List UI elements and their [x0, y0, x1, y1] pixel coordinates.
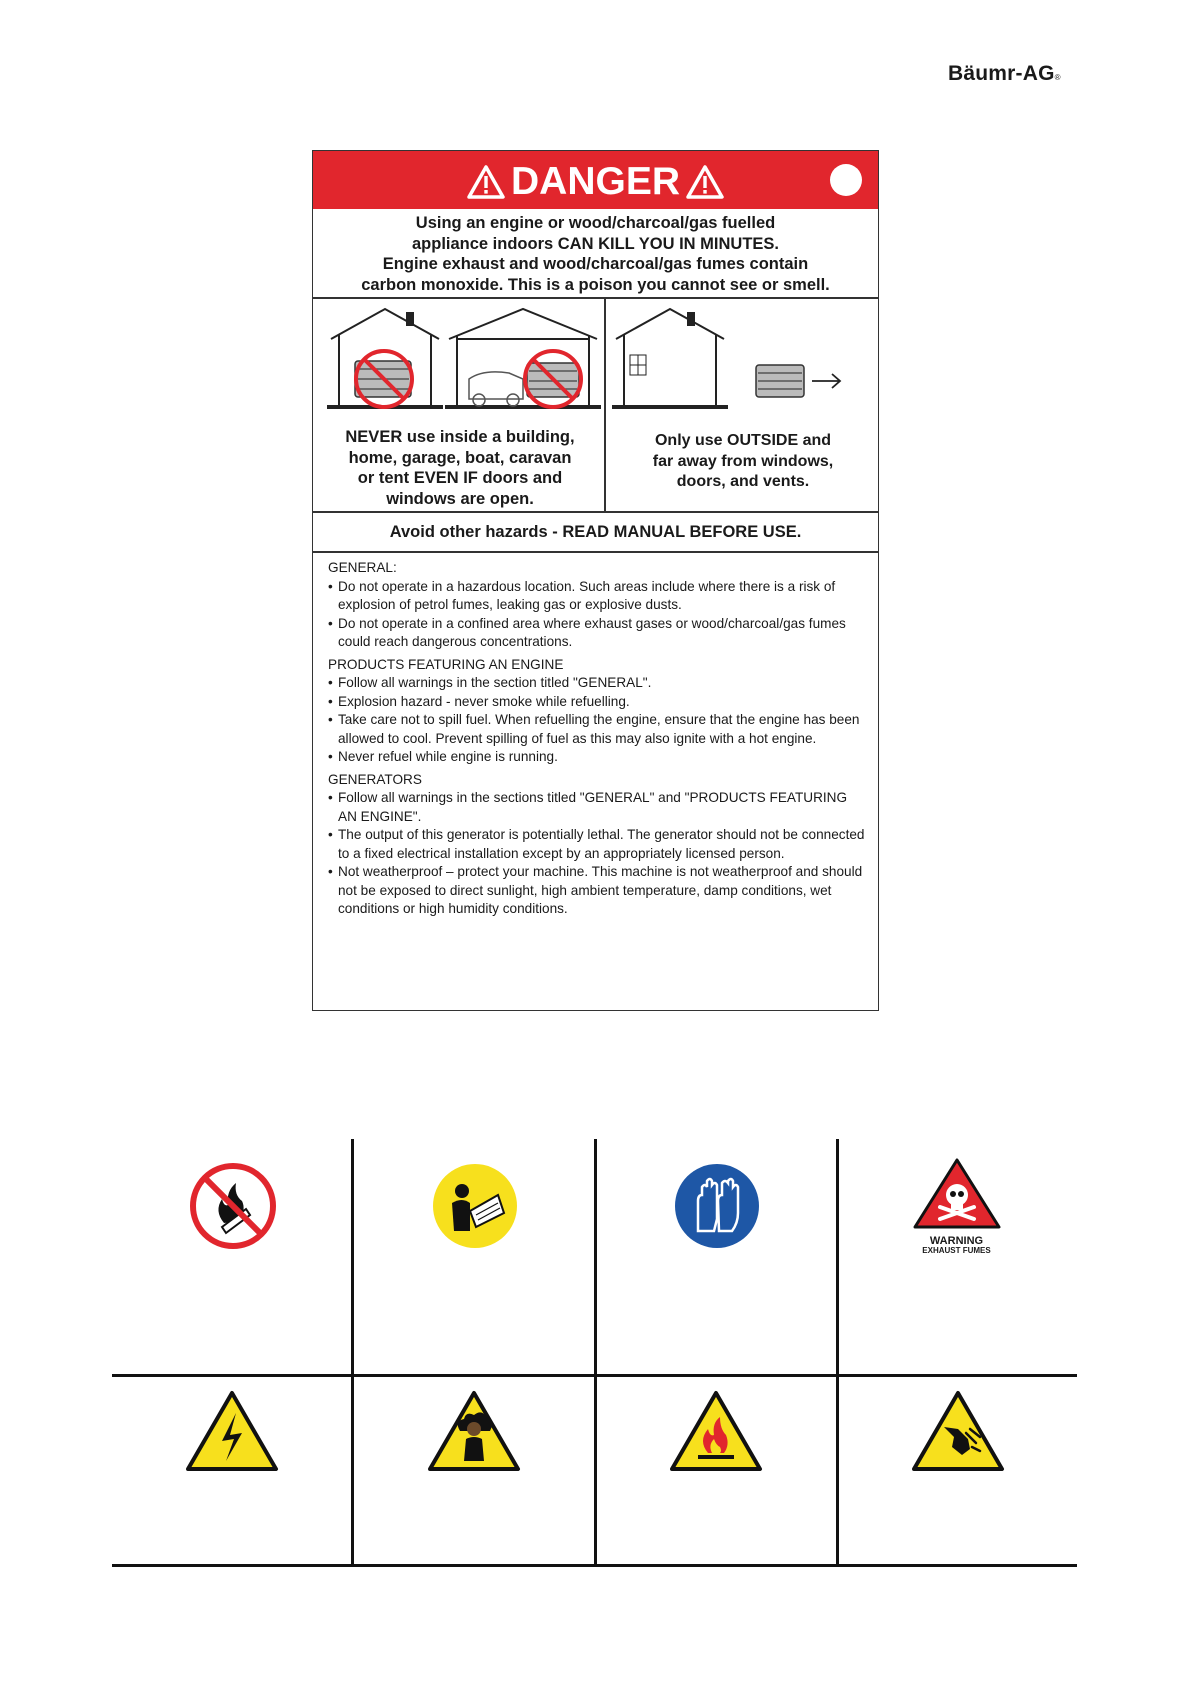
brand-logo	[948, 62, 1061, 86]
safety-symbols-grid	[112, 1139, 1077, 1567]
usage-pictograms	[313, 299, 878, 513]
never-line: NEVER use inside a building,	[345, 428, 575, 446]
grid-line	[112, 1374, 1077, 1377]
section-heading: GENERATORS	[328, 771, 422, 787]
exhaust-fumes-warning	[836, 1157, 1077, 1256]
outside-only-text	[610, 431, 876, 493]
no-open-flame-icon	[188, 1161, 278, 1251]
generator-icon	[756, 365, 804, 397]
warning-item: • Do not operate in a hazardous location. Such areas include where there is a risk of explosion of petrol fumes, leaking gas or explosive dusts.	[328, 578, 868, 615]
warning-item: • Never refuel while engine is running.	[328, 748, 868, 767]
exhaust-fumes-caption: EXHAUST FUMES	[922, 1246, 991, 1255]
grid-line	[594, 1139, 597, 1567]
grid-line	[112, 1564, 1077, 1567]
wear-gloves-icon	[672, 1161, 762, 1251]
never-line: windows are open.	[386, 489, 534, 508]
outdoor-allowed-pictogram	[606, 299, 876, 427]
warning-item: • The output of this generator is potentially lethal. The generator should not be connected to a fixed electrical installation except by an appropriately licensed person.	[328, 826, 868, 863]
never-indoors-text	[321, 427, 599, 509]
danger-label	[312, 150, 879, 1011]
danger-title: DANGER	[510, 159, 680, 203]
grid-line	[351, 1139, 354, 1567]
warning-caption: WARNING	[929, 1235, 984, 1247]
intro-line: appliance indoors CAN KILL YOU IN MINUTES.	[411, 234, 779, 253]
intro-line: carbon monoxide. This is a poison you cannot see or smell.	[361, 275, 830, 294]
toxic-fumes-icon	[426, 1389, 522, 1473]
warning-item: • Take care not to spill fuel. When refuelling the engine, ensure that the engine has been allowed to cool. Prevent spilling of fuel as this may also ignite with a hot engine.	[328, 711, 868, 748]
warning-text	[328, 559, 868, 919]
registered-mark: ®	[1054, 73, 1061, 82]
read-manual-notice: Avoid other hazards - READ MANUAL BEFORE USE.	[313, 513, 878, 553]
never-line: home, garage, boat, caravan	[348, 448, 572, 467]
indoor-prohibited-pictogram	[313, 299, 604, 427]
section-heading: PRODUCTS FEATURING AN ENGINE	[328, 656, 564, 672]
banner-dot	[830, 164, 862, 196]
brand-name: Bäumr-AG	[948, 62, 1055, 85]
hand-cut-hazard-icon	[910, 1389, 1006, 1473]
danger-banner	[313, 151, 878, 209]
arrow-right-icon	[812, 374, 840, 388]
only-line: far away from windows,	[652, 452, 834, 470]
danger-intro	[313, 209, 878, 299]
intro-line: Engine exhaust and wood/charcoal/gas fumes contain	[382, 255, 809, 273]
warning-item: • Explosion hazard - never smoke while refuelling.	[328, 693, 868, 712]
car-icon	[469, 372, 523, 406]
read-manual-icon	[430, 1161, 520, 1251]
only-line: doors, and vents.	[676, 473, 810, 490]
warning-triangle-icon	[686, 165, 724, 199]
only-line: Only use OUTSIDE and	[654, 432, 832, 449]
warning-item: • Follow all warnings in the sections titled "GENERAL" and "PRODUCTS FEATURING AN ENGINE".	[328, 789, 868, 826]
warning-item: • Do not operate in a confined area where exhaust gases or wood/charcoal/gas fumes could reach dangerous concentrations.	[328, 615, 868, 652]
flammable-icon	[668, 1389, 764, 1473]
electrical-hazard-icon	[184, 1389, 280, 1473]
exhaust-fumes-skull-icon	[912, 1157, 1002, 1229]
warning-triangle-icon	[467, 165, 505, 199]
intro-line: Using an engine or wood/charcoal/gas fuelled	[415, 214, 776, 232]
never-line: or tent EVEN IF doors and	[357, 469, 563, 487]
warning-item: • Not weatherproof – protect your machine. This machine is not weatherproof and should not be exposed to direct sunlight, high ambient temperature, damp conditions, wet conditions or high humidity conditions.	[328, 863, 868, 919]
house-icon	[616, 309, 724, 407]
warning-item: • Follow all warnings in the section titled "GENERAL".	[328, 674, 868, 693]
section-heading: GENERAL:	[328, 560, 397, 575]
